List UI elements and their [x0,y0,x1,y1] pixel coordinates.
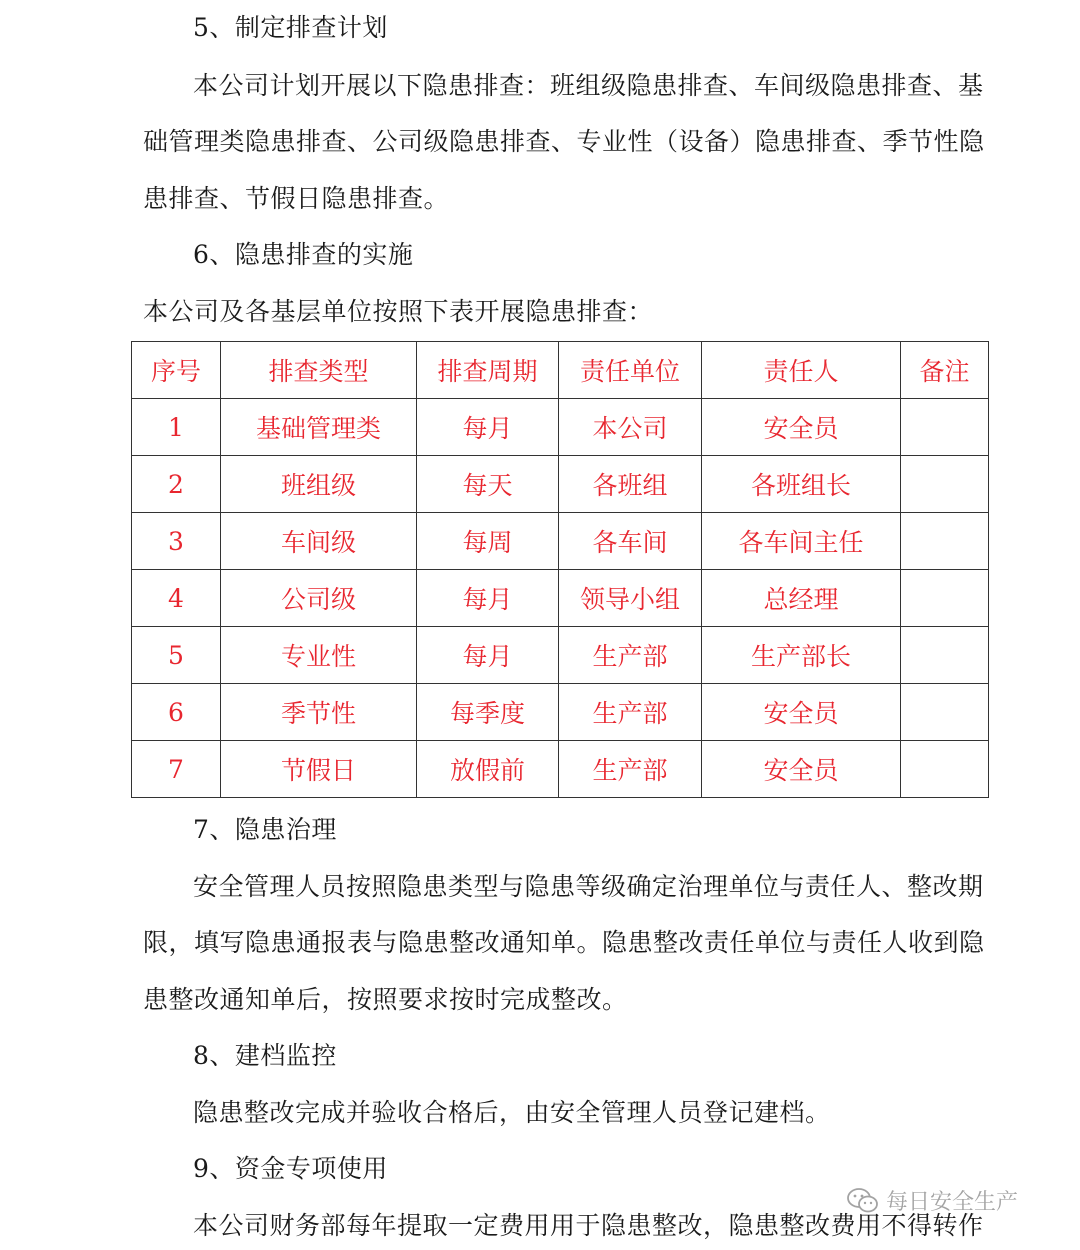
table-cell: 5 [132,627,221,684]
table-cell: 领导小组 [559,570,702,627]
paragraph-line: 础管理类隐患排查、公司级隐患排查、专业性（设备）隐患排查、季节性隐 [143,127,985,156]
table-cell: 每天 [417,456,559,513]
table-cell [901,513,989,570]
table-cell: 1 [132,399,221,456]
wechat-icon [846,1187,880,1215]
table-header-row [132,342,989,399]
table-cell: 节假日 [221,741,417,798]
table-cell: 各班组 [559,456,702,513]
table-cell: 各车间 [559,513,702,570]
table-cell: 班组级 [221,456,417,513]
table-cell: 2 [132,456,221,513]
table-cell: 生产部 [559,684,702,741]
table-cell: 各班组长 [702,456,901,513]
table-row [132,627,989,684]
table-cell: 生产部 [559,741,702,798]
table-row [132,513,989,570]
table-cell: 每季度 [417,684,559,741]
paragraph-line: 本公司财务部每年提取一定费用用于隐患整改，隐患整改费用不得转作 [193,1211,984,1240]
paragraph-line: 限，填写隐患通报表与隐患整改通知单。隐患整改责任单位与责任人收到隐 [143,928,985,957]
section-heading-9: 9、资金专项使用 [193,1154,388,1183]
paragraph-line: 本公司及各基层单位按照下表开展隐患排查： [143,297,654,326]
header-cell: 排查周期 [417,342,559,399]
table-cell [901,456,989,513]
table-cell: 安全员 [702,741,901,798]
table-cell: 车间级 [221,513,417,570]
paragraph-line: 安全管理人员按照隐患类型与隐患等级确定治理单位与责任人、整改期 [193,872,984,901]
table-cell: 本公司 [559,399,702,456]
table-cell: 生产部 [559,627,702,684]
watermark [846,1185,1018,1216]
header-cell: 序号 [132,342,221,399]
table-cell: 安全员 [702,684,901,741]
section-heading-5: 5、制定排查计划 [193,13,388,42]
header-cell: 排查类型 [221,342,417,399]
section-heading-6: 6、隐患排查的实施 [193,240,414,269]
table-cell [901,627,989,684]
table-cell: 每月 [417,570,559,627]
paragraph-line: 患整改通知单后，按照要求按时完成整改。 [143,985,628,1014]
header-cell: 备注 [901,342,989,399]
table-row [132,456,989,513]
section-heading-8: 8、建档监控 [193,1041,337,1070]
table-cell: 6 [132,684,221,741]
table-cell: 生产部长 [702,627,901,684]
table-cell: 3 [132,513,221,570]
table-cell: 4 [132,570,221,627]
table-cell: 安全员 [702,399,901,456]
header-cell: 责任人 [702,342,901,399]
table-cell [901,399,989,456]
table-cell: 总经理 [702,570,901,627]
table-cell: 各车间主任 [702,513,901,570]
table-row [132,570,989,627]
table-row [132,684,989,741]
table-cell: 放假前 [417,741,559,798]
table-cell: 基础管理类 [221,399,417,456]
inspection-schedule-table [131,341,989,798]
table-cell: 每月 [417,627,559,684]
table-cell [901,741,989,798]
table-cell: 季节性 [221,684,417,741]
table-row [132,399,989,456]
paragraph-line: 本公司计划开展以下隐患排查：班组级隐患排查、车间级隐患排查、基 [193,71,984,100]
table-row [132,741,989,798]
table-cell: 7 [132,741,221,798]
watermark-text: 每日安全生产 [886,1190,1019,1215]
table-cell: 公司级 [221,570,417,627]
table-cell [901,684,989,741]
table-cell [901,570,989,627]
paragraph-line: 隐患整改完成并验收合格后，由安全管理人员登记建档。 [193,1098,831,1127]
header-cell: 责任单位 [559,342,702,399]
section-heading-7: 7、隐患治理 [193,815,337,844]
table-cell: 每周 [417,513,559,570]
table-cell: 每月 [417,399,559,456]
table-cell: 专业性 [221,627,417,684]
paragraph-line: 患排查、节假日隐患排查。 [143,184,450,213]
